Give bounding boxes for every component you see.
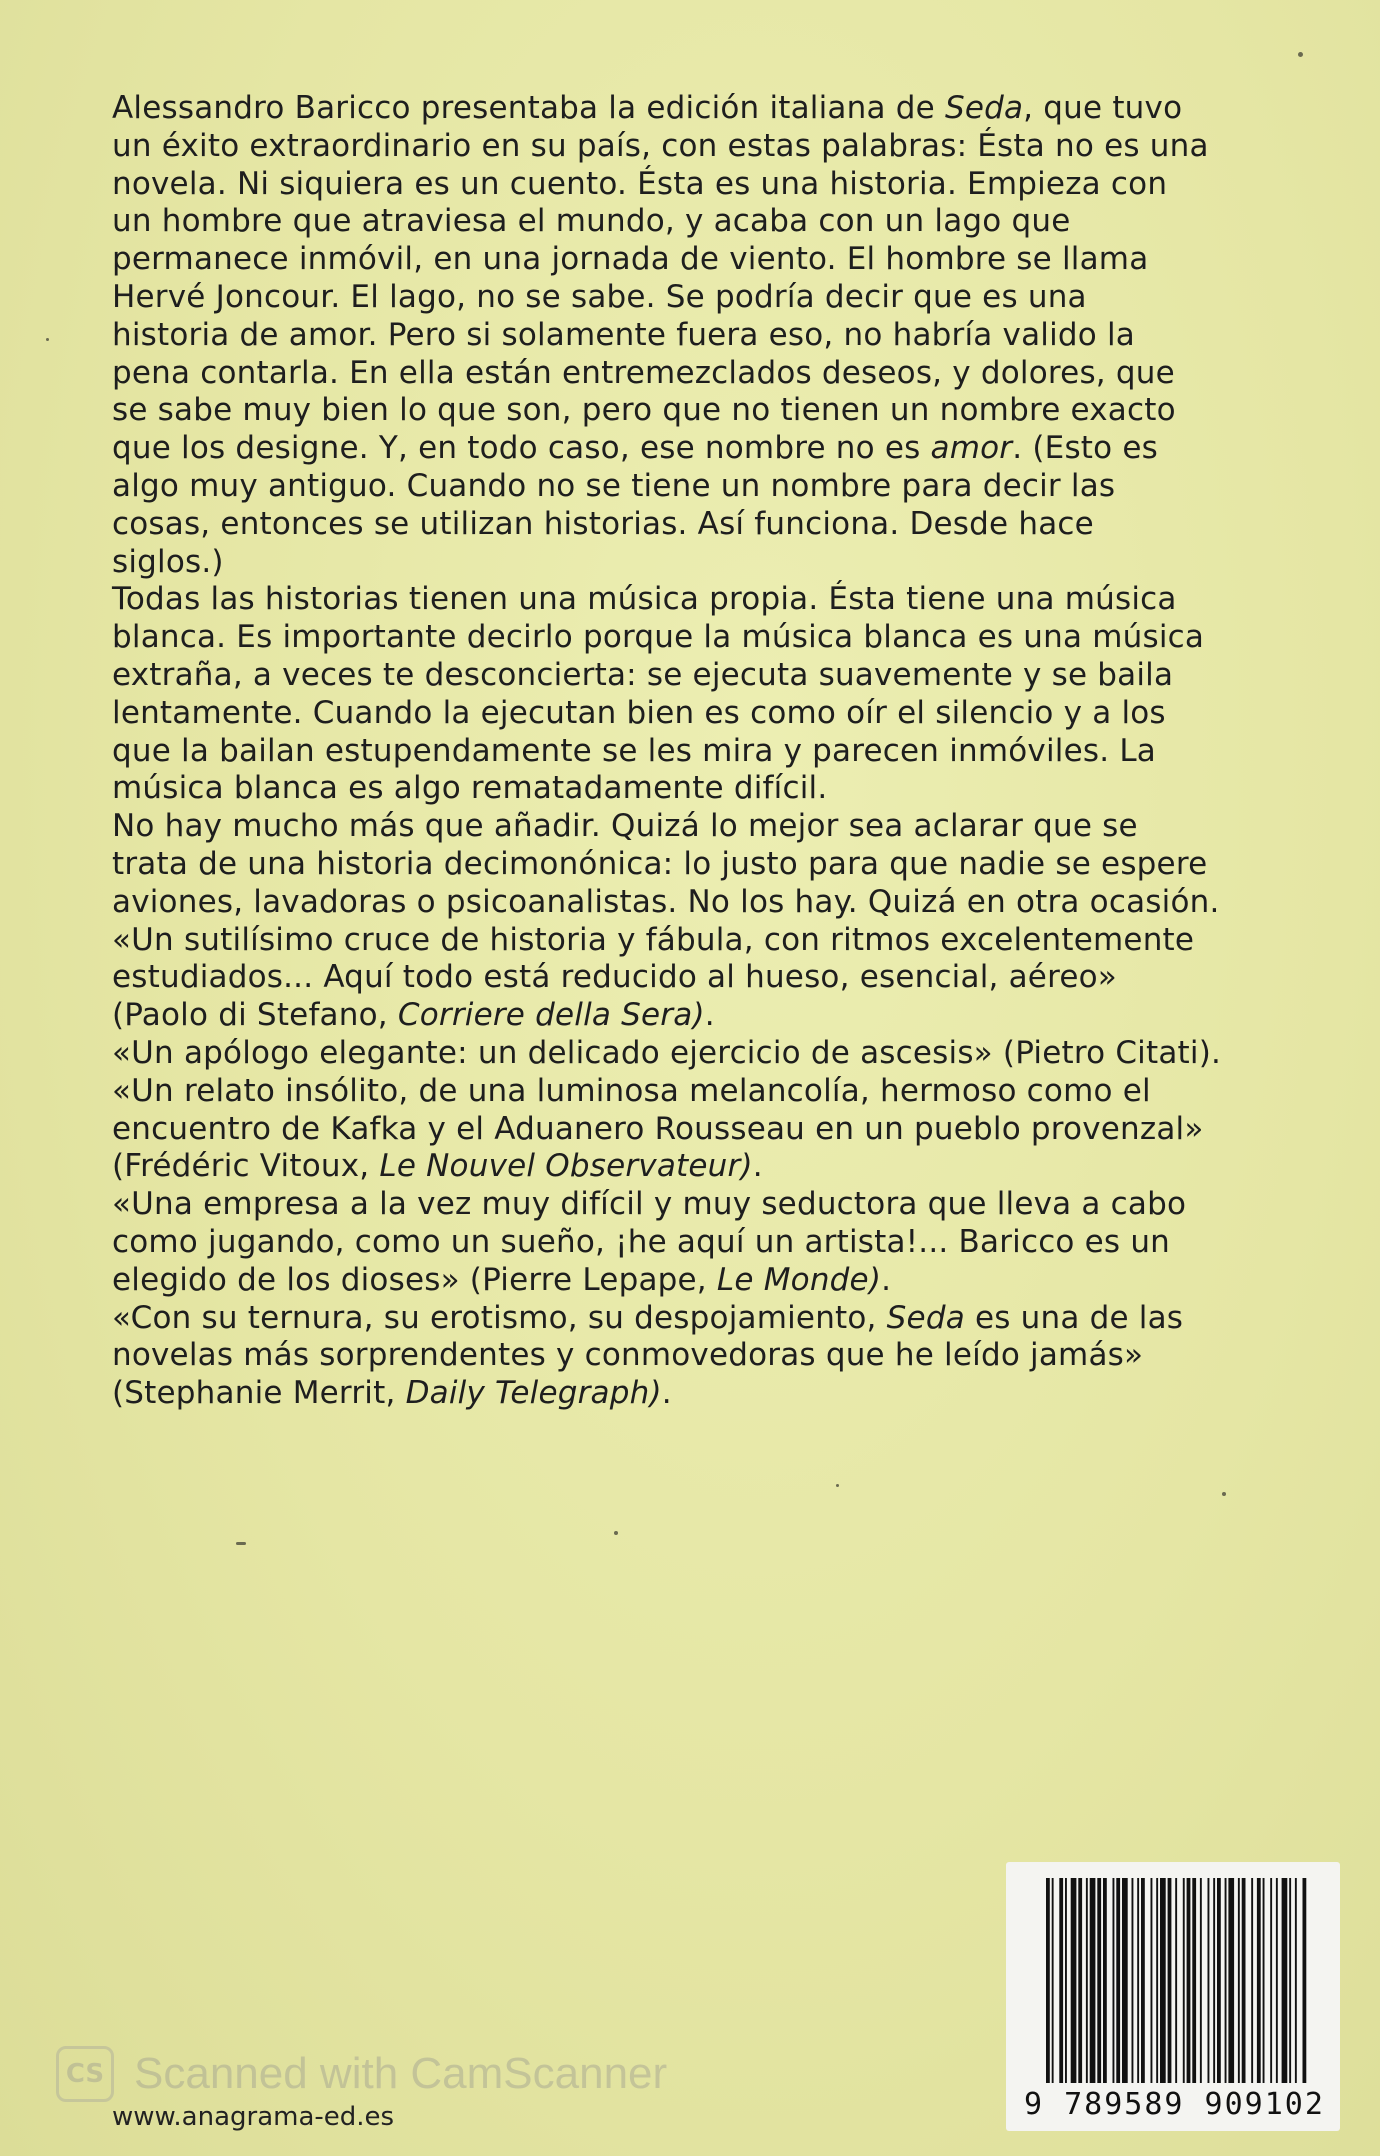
- blurb-line: [112, 1073, 1272, 1111]
- blurb-line: [112, 166, 1272, 204]
- isbn-number: 9 789589 909102: [1024, 2087, 1325, 2122]
- blurb-line: [112, 997, 1272, 1035]
- paper-speck: [236, 1542, 246, 1545]
- blurb-line: [112, 392, 1272, 430]
- blurb-line: [112, 279, 1272, 317]
- blurb-text: .: [704, 997, 715, 1034]
- blurb-text: es una de las: [964, 1299, 1184, 1336]
- barcode-bar: [1046, 1878, 1050, 2083]
- barcode-bar: [1183, 1878, 1185, 2083]
- blurb-text: algo muy antiguo. Cuando no se tiene un nombre para decir las: [112, 467, 1116, 504]
- blurb-text: .: [752, 1148, 763, 1185]
- blurb-text: blanca. Es importante decirlo porque la música blanca es una música: [112, 619, 1205, 656]
- back-cover-blurb: [112, 90, 1272, 1413]
- blurb-line: [112, 544, 1272, 582]
- blurb-line: [112, 506, 1272, 544]
- barcode-bar: [1090, 1878, 1096, 2083]
- blurb-text: «Un sutilísimo cruce de historia y fábula, con ritmos excelentemente: [112, 921, 1195, 958]
- blurb-text: cosas, entonces se utilizan historias. Así funciona. Desde hace: [112, 505, 1094, 542]
- blurb-text: «Un apólogo elegante: un delicado ejercicio de ascesis» (Pietro Citati).: [112, 1034, 1222, 1071]
- barcode-bar: [1160, 1878, 1166, 2083]
- barcode-bar: [1208, 1878, 1210, 2083]
- blurb-text: (Paolo di Stefano,: [112, 997, 398, 1034]
- barcode-icon: [1046, 1878, 1308, 2083]
- blurb-text: Alessandro Baricco presentaba la edición italiana de: [112, 90, 945, 126]
- barcode-bar: [1137, 1878, 1139, 2083]
- barcode-bar: [1187, 1878, 1191, 2083]
- blurb-text: música blanca es algo rematadamente difícil.: [112, 770, 828, 807]
- barcode-bar: [1097, 1878, 1101, 2083]
- blurb-line: [112, 1262, 1272, 1300]
- italic-title-text: Corriere della Sera): [397, 997, 705, 1034]
- barcode-bar: [1295, 1878, 1297, 2083]
- blurb-text: .: [661, 1375, 672, 1412]
- blurb-text: historia de amor. Pero si solamente fuera eso, no habría valido la: [112, 316, 1136, 353]
- blurb-text: permanece inmóvil, en una jornada de viento. El hombre se llama: [112, 241, 1149, 278]
- blurb-line: [112, 203, 1272, 241]
- blurb-line: [112, 1337, 1272, 1375]
- blurb-line: [112, 317, 1272, 355]
- blurb-line: [112, 430, 1272, 468]
- blurb-line: [112, 733, 1272, 771]
- barcode-bar: [1200, 1878, 1202, 2083]
- barcode-bar: [1151, 1878, 1153, 2083]
- barcode-bar: [1156, 1878, 1158, 2083]
- blurb-text: (Frédéric Vitoux,: [112, 1148, 380, 1185]
- blurb-line: [112, 808, 1272, 846]
- camscanner-watermark-text: Scanned with CamScanner: [134, 2049, 668, 2098]
- barcode-bar: [1113, 1878, 1115, 2083]
- blurb-line: [112, 1300, 1272, 1338]
- paper-speck: [1222, 1492, 1226, 1496]
- blurb-text: Hervé Joncour. El lago, no se sabe. Se podría decir que es una: [112, 278, 1087, 315]
- barcode-bar: [1141, 1878, 1145, 2083]
- blurb-text: un hombre que atraviesa el mundo, y acaba con un lago que: [112, 203, 1071, 240]
- blurb-text: se sabe muy bien lo que son, pero que no tienen un nombre exacto: [112, 392, 1176, 429]
- blurb-text: «Un relato insólito, de una luminosa melancolía, hermoso como el: [112, 1072, 1151, 1109]
- isbn-barcode-label: [1006, 1862, 1340, 2131]
- blurb-text: un éxito extraordinario en su país, con estas palabras: Ésta no es una: [112, 127, 1209, 164]
- blurb-line: [112, 1375, 1272, 1413]
- blurb-text: «Con su ternura, su erotismo, su despojamiento,: [112, 1299, 887, 1336]
- camscanner-logo: CS: [56, 2046, 114, 2102]
- blurb-line: [112, 468, 1272, 506]
- blurb-line: [112, 1111, 1272, 1149]
- barcode-bar: [1257, 1878, 1261, 2083]
- barcode-bar: [1213, 1878, 1215, 2083]
- blurb-text: extraña, a veces te desconcierta: se ejecuta suavemente y se baila: [112, 656, 1174, 693]
- italic-title-text: Seda: [886, 1299, 965, 1336]
- blurb-line: [112, 1224, 1272, 1262]
- blurb-text: aviones, lavadoras o psicoanalistas. No los hay. Quizá en otra ocasión.: [112, 883, 1220, 920]
- barcode-bar: [1228, 1878, 1234, 2083]
- blurb-line: [112, 241, 1272, 279]
- blurb-text: «Una empresa a la vez muy difícil y muy seductora que lleva a cabo: [112, 1186, 1187, 1223]
- barcode-bar: [1116, 1878, 1120, 2083]
- blurb-text: que la bailan estupendamente se les mira y parecen inmóviles. La: [112, 732, 1157, 769]
- barcode-bar: [1303, 1878, 1307, 2083]
- blurb-line: [112, 884, 1272, 922]
- blurb-text: (Stephanie Merrit,: [112, 1375, 406, 1412]
- blurb-text: . (Esto es: [1012, 430, 1158, 467]
- blurb-text: siglos.): [112, 543, 224, 580]
- italic-title-text: Le Monde): [716, 1261, 882, 1298]
- blurb-line: [112, 1035, 1272, 1073]
- barcode-bar: [1168, 1878, 1172, 2083]
- barcode-bar: [1078, 1878, 1082, 2083]
- barcode-bar: [1238, 1878, 1240, 2083]
- barcode-bar: [1059, 1878, 1063, 2083]
- blurb-text: pena contarla. En ella están entremezclados deseos, y dolores, que: [112, 354, 1175, 391]
- blurb-text: que los designe. Y, en todo caso, ese nombre no es: [112, 430, 931, 467]
- blurb-line: [112, 695, 1272, 733]
- blurb-line: [112, 922, 1272, 960]
- paper-speck: [836, 1484, 839, 1487]
- blurb-line: [112, 1148, 1272, 1186]
- barcode-bar: [1071, 1878, 1077, 2083]
- barcode-bar: [1217, 1878, 1221, 2083]
- blurb-text: No hay mucho más que añadir. Quizá lo mejor sea aclarar que se: [112, 808, 1138, 845]
- barcode-bar: [1065, 1878, 1067, 2083]
- blurb-line: [112, 619, 1272, 657]
- blurb-text: como jugando, como un sueño, ¡he aquí un artista!... Baricco es un: [112, 1223, 1171, 1260]
- blurb-text: trata de una historia decimonónica: lo justo para que nadie se espere: [112, 845, 1208, 882]
- italic-title-text: Le Nouvel Observateur): [379, 1148, 753, 1185]
- barcode-bar: [1086, 1878, 1088, 2083]
- blurb-line: [112, 90, 1272, 128]
- barcode-bar: [1175, 1878, 1177, 2083]
- barcode-bar: [1289, 1878, 1291, 2083]
- barcode-bar: [1270, 1878, 1272, 2083]
- paper-speck: [614, 1531, 618, 1535]
- barcode-bar: [1052, 1878, 1054, 2083]
- blurb-text: novelas más sorprendentes y conmovedoras que he leído jamás»: [112, 1337, 1144, 1374]
- camscanner-watermark: [56, 2046, 667, 2102]
- blurb-line: [112, 657, 1272, 695]
- barcode-bar: [1103, 1878, 1107, 2083]
- barcode-bar: [1282, 1878, 1288, 2083]
- blurb-text: lentamente. Cuando la ejecutan bien es como oír el silencio y a los: [112, 694, 1166, 731]
- blurb-text: elegido de los dioses» (Pierre Lepape,: [112, 1261, 717, 1298]
- blurb-line: [112, 846, 1272, 884]
- blurb-line: [112, 1186, 1272, 1224]
- italic-title-text: Seda: [944, 90, 1024, 126]
- italic-title-text: Daily Telegraph): [405, 1375, 662, 1412]
- blurb-line: [112, 959, 1272, 997]
- blurb-line: [112, 581, 1272, 619]
- blurb-text: Todas las historias tienen una música propia. Ésta tiene una música: [112, 581, 1177, 618]
- blurb-line: [112, 770, 1272, 808]
- barcode-bar: [1122, 1878, 1128, 2083]
- barcode-bar: [1225, 1878, 1227, 2083]
- italic-title-text: amor: [930, 430, 1013, 467]
- blurb-text: estudiados... Aquí todo está reducido al hueso, esencial, aéreo»: [112, 959, 1117, 996]
- blurb-text: .: [881, 1261, 892, 1298]
- blurb-line: [112, 355, 1272, 393]
- blurb-line: [112, 128, 1272, 166]
- barcode-bar: [1192, 1878, 1196, 2083]
- blurb-text: encuentro de Kafka y el Aduanero Rousseau en un pueblo provenzal»: [112, 1110, 1204, 1147]
- barcode-bar: [1263, 1878, 1265, 2083]
- barcode-bar: [1242, 1878, 1246, 2083]
- publisher-website: www.anagrama-ed.es: [112, 2102, 395, 2132]
- paper-speck: [46, 338, 49, 341]
- barcode-bar: [1132, 1878, 1134, 2083]
- blurb-text: novela. Ni siquiera es un cuento. Ésta es una historia. Empieza con: [112, 165, 1168, 202]
- paper-speck: [1298, 52, 1303, 57]
- barcode-bar: [1276, 1878, 1278, 2083]
- blurb-text: , que tuvo: [1023, 90, 1183, 126]
- barcode-bar: [1251, 1878, 1253, 2083]
